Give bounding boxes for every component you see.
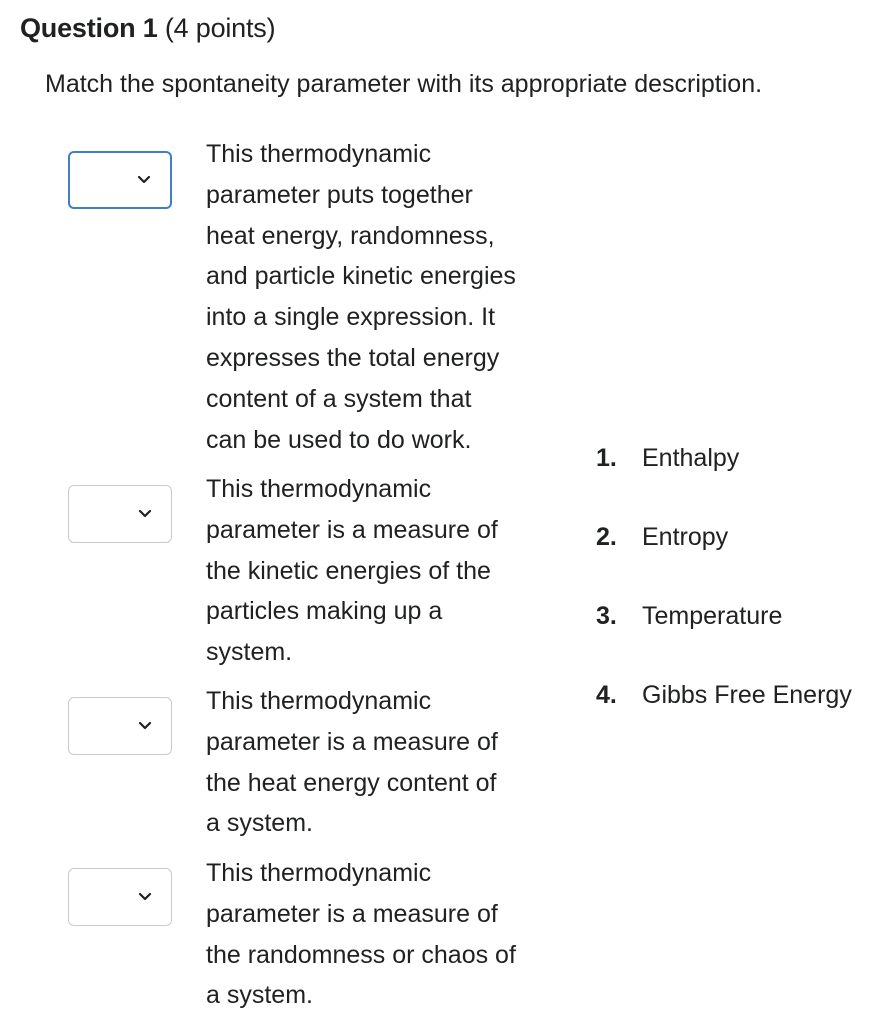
match-select-1[interactable] [68,151,172,209]
answer-number: 2. [596,523,617,551]
match-description-4: This thermodynamic parameter is a measure of the randomness or chaos of a system. [206,859,516,1010]
answer-number: 3. [596,602,617,630]
question-title: Question 1 [20,13,158,43]
match-select-4[interactable] [68,868,172,926]
answer-label: Enthalpy [642,444,740,472]
match-description-3: This thermodynamic parameter is a measure of the heat energy content of a system. [206,687,498,838]
question-prompt: Match the spontaneity parameter with its appropriate description. [45,70,763,98]
chevron-down-icon [137,720,153,732]
answer-number: 4. [596,681,617,709]
question-points: (4 points) [164,13,276,43]
match-description-1: This thermodynamic parameter puts together heat energy, randomness, and particle kinetic energies into a single expression. It expresses the total energy content of a system that can be used to do work. [206,140,516,454]
chevron-down-icon [137,508,153,520]
answer-item [596,438,852,517]
answer-item [596,596,852,675]
match-select-2[interactable] [68,485,172,543]
answer-item [596,675,852,754]
question-header [20,8,275,48]
answer-list [596,438,852,754]
chevron-down-icon [136,174,152,186]
answer-label: Gibbs Free Energy [642,681,852,709]
answer-label: Entropy [642,523,729,551]
chevron-down-icon [137,891,153,903]
answer-item [596,517,852,596]
match-select-3[interactable] [68,697,172,755]
answer-label: Temperature [642,602,783,630]
match-description-2: This thermodynamic parameter is a measure of the kinetic energies of the particles making up a system. [206,475,498,667]
answer-number: 1. [596,444,617,472]
